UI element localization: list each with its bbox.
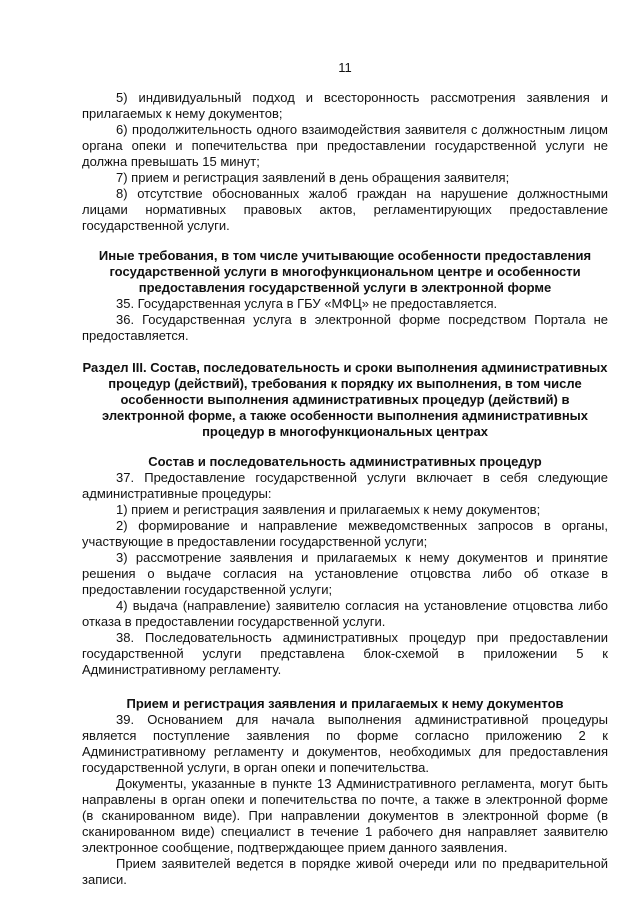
paragraph: 35. Государственная услуга в ГБУ «МФЦ» не предоставляется. (116, 296, 498, 311)
paragraph: 6) продолжительность одного взаимодействия заявителя с должностным лицом органа опеки и попечительства при предоставлении государственной услуги не должна превышать 15 минут; (82, 122, 608, 169)
page-number: 11 (338, 60, 352, 75)
paragraph: 37. Предоставление государственной услуги включает в себя следующие административные процедуры: (82, 470, 608, 501)
paragraph: 39. Основанием для начала выполнения административной процедуры является поступление заявления по форме согласно приложению 2 к Административному регламенту и документов, необходимых для предоставления государственной услуги, в орган опеки и попечительства. (82, 712, 608, 775)
paragraph: 3) рассмотрение заявления и прилагаемых к нему документов и принятие решения о выдаче согласия на установление отцовства либо об отказе в предоставлении государственной услуги; (82, 550, 608, 597)
section-heading: Прием и регистрация заявления и прилагаемых к нему документов (126, 696, 564, 711)
paragraph: 2) формирование и направление межведомственных запросов в органы, участвующие в предоставлении государственной услуги; (82, 518, 608, 549)
paragraph: 36. Государственная услуга в электронной форме посредством Портала не предоставляется. (82, 312, 608, 343)
paragraph: Документы, указанные в пункте 13 Административного регламента, могут быть направлены в орган опеки и попечительства по почте, а также в электронной форме (в сканированном виде). При направлении документов в электронной форме (в сканированном виде) специалист в течение 1 рабочего дня направляет заявителю электронное сообщение, подтверждающее прием данного заявления. (82, 776, 608, 855)
paragraph: 7) прием и регистрация заявлений в день обращения заявителя; (116, 170, 510, 185)
section-heading: Иные требования, в том числе учитывающие особенности предоставления государственной услуги в многофункциональном центре и особенности предоставления государственной услуги в электронной форме (98, 248, 592, 295)
paragraph: 8) отсутствие обоснованных жалоб граждан на нарушение должностными лицами нормативных правовых актов, регламентирующих предоставление государственной услуги. (82, 186, 608, 233)
paragraph: Прием заявителей ведется в порядке живой очереди или по предварительной записи. (82, 856, 608, 887)
paragraph: 1) прием и регистрация заявления и прилагаемых к нему документов; (116, 502, 541, 517)
section-heading: Состав и последовательность административных процедур (148, 454, 542, 469)
section-heading: Раздел III. Состав, последовательность и сроки выполнения административных процедур (действий), требования к порядку их выполнения, в том числе особенности выполнения административных процедур (действий) в электронной форме, а также особенности выполнения административных процедур в многофункциональных центрах (82, 360, 608, 439)
paragraph: 5) индивидуальный подход и всесторонность рассмотрения заявления и прилагаемых к нему документов; (82, 90, 608, 121)
paragraph: 38. Последовательность административных процедур при предоставлении государственной услуги представлена блок-схемой в приложении 5 к Административному регламенту. (82, 630, 608, 677)
paragraph: 4) выдача (направление) заявителю согласия на установление отцовства либо отказа в предоставлении государственной услуги. (82, 598, 608, 629)
